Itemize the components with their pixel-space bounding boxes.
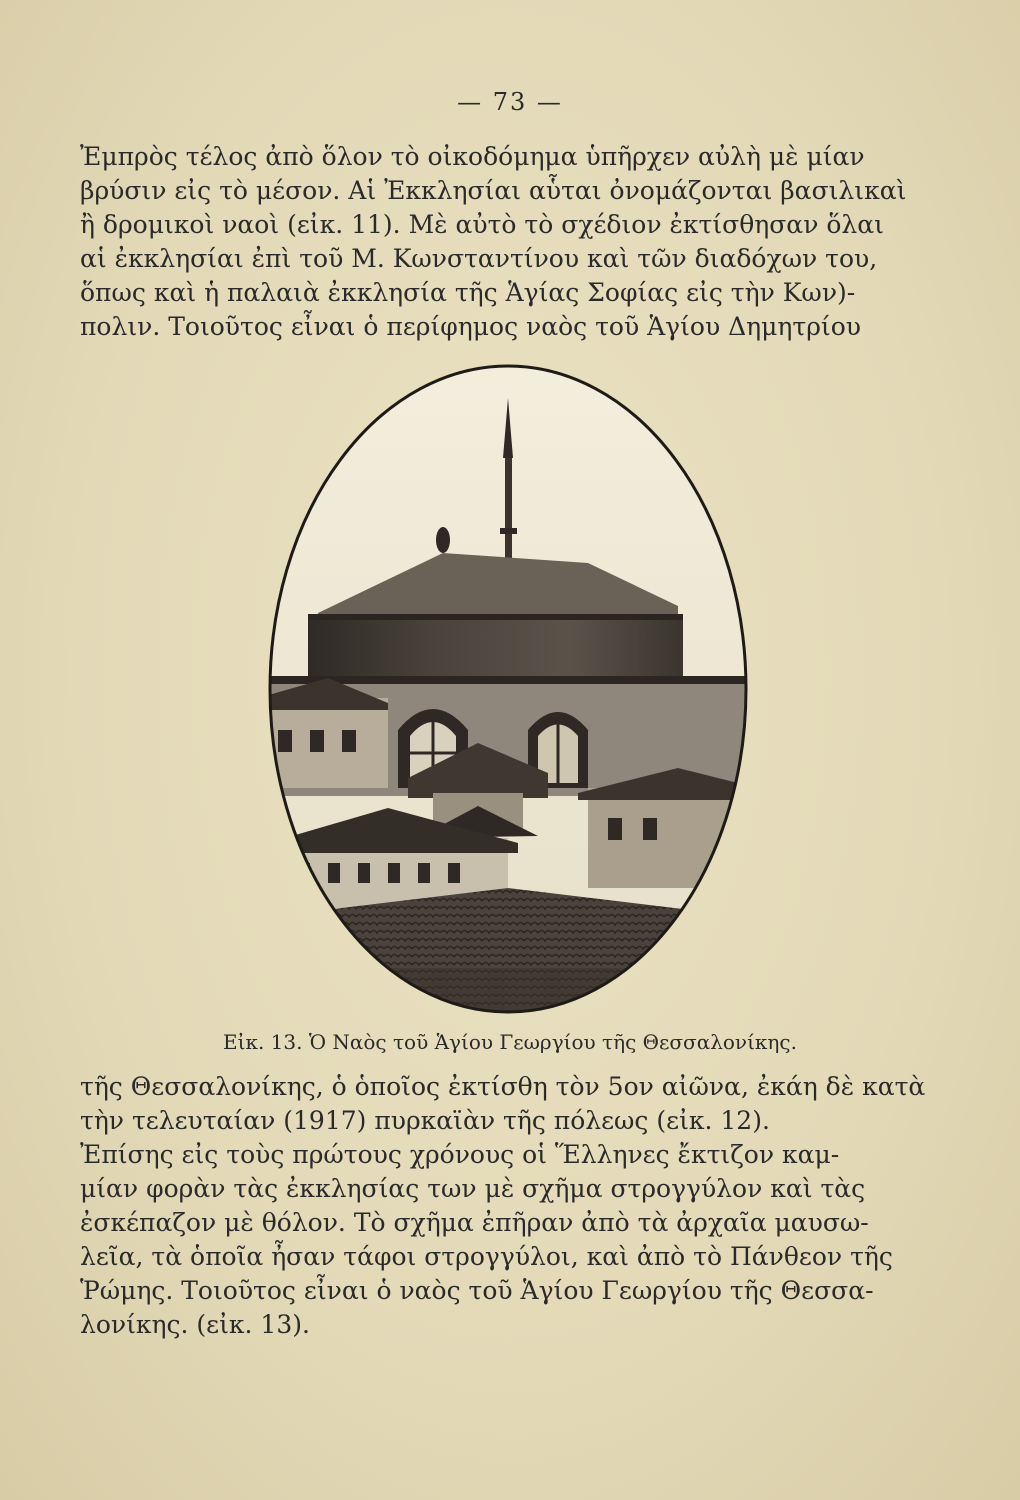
figure-caption: Εἰκ. 13. Ὁ Ναὸς τοῦ Ἁγίου Γεωργίου τῆς Θεσσαλονίκης. [223,1030,797,1054]
text-line: τῆς Θεσσαλονίκης, ὁ ὁποῖος ἐκτίσθη τὸν 5ον αἰῶνα, ἐκάη δὲ κατὰ [80,1072,926,1101]
text-line: λεῖα, τὰ ὁποῖα ἦσαν τάφοι στρογγύλοι, καὶ ἀπὸ τὸ Πάνθεον τῆς [80,1242,893,1271]
page-number: — 73 — [457,88,563,116]
text-line: Ῥώμης. Τοιοῦτος εἶναι ὁ ναὸς τοῦ Ἁγίου Γεωργίου τῆς Θεσσα- [80,1276,874,1305]
text-line: αἱ ἐκκλησίαι ἐπὶ τοῦ Μ. Κωνσταντίνου καὶ τῶν διαδόχων του, [80,244,878,273]
text-line: ὅπως καὶ ἡ παλαιὰ ἐκκλησία τῆς Ἁγίας Σοφίας εἰς τὴν Κων)- [80,278,856,307]
text-line: μίαν φορὰν τὰς ἐκκλησίας των μὲ σχῆμα στρογγύλον καὶ τὰς [80,1174,866,1203]
text-line: πολιν. Τοιοῦτος εἶναι ὁ περίφημος ναὸς τοῦ Ἁγίου Δημητρίου [80,312,861,341]
church-photograph [258,358,758,1020]
text-line: Ἐπίσης εἰς τοὺς πρώτους χρόνους οἱ Ἕλληνες ἔκτιζον καμ- [80,1140,840,1169]
text-line: τὴν τελευταίαν (1917) πυρκαϊὰν τῆς πόλεως (εἰκ. 12). [80,1106,770,1135]
text-line: ἢ δρομικοὶ ναοὶ (εἰκ. 11). Μὲ αὐτὸ τὸ σχέδιον ἐκτίσθησαν ὅλαι [80,210,884,239]
text-line: ἐσκέπαζον μὲ θόλον. Τὸ σχῆμα ἐπῆραν ἀπὸ τὰ ἀρχαῖα μαυσω- [80,1208,869,1237]
text-line: Ἐμπρὸς τέλος ἀπὸ ὅλον τὸ οἰκοδόμημα ὑπῆρχεν αὐλὴ μὲ μίαν [80,142,865,171]
paragraph-bottom [80,1070,940,1342]
paragraph-top [80,140,940,344]
text-line: λονίκης. (εἰκ. 13). [80,1310,310,1339]
text-line: βρύσιν εἰς τὸ μέσον. Αἱ Ἐκκλησίαι αὗται ὀνομάζονται βασιλικαὶ [80,176,907,205]
